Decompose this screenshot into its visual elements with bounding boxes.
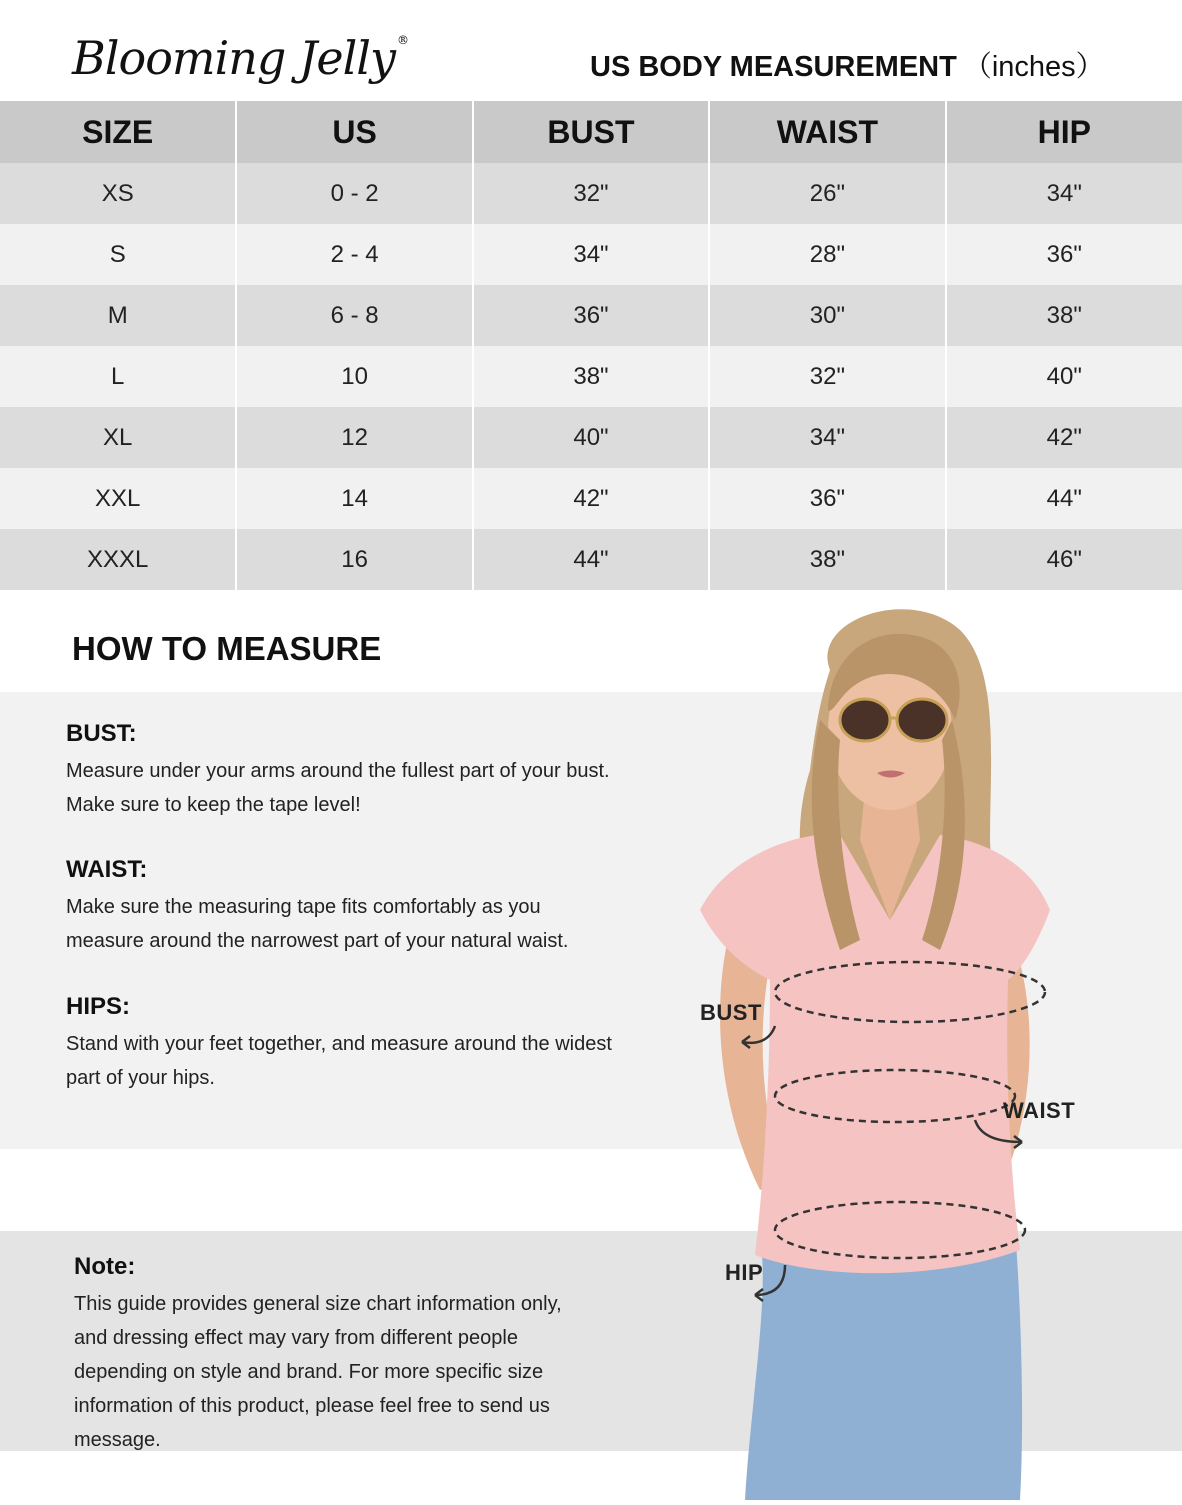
waist-text-line: measure around the narrowest part of your natural waist. (66, 930, 569, 952)
cell-bust: 32" (473, 163, 709, 224)
hips-text-line: part of your hips. (66, 1067, 215, 1089)
cell-size: S (0, 224, 236, 285)
note-text-line: and dressing effect may vary from different people (74, 1327, 518, 1349)
cell-size: L (0, 346, 236, 407)
cell-hip: 34" (946, 163, 1182, 224)
note-text-line: message. (74, 1429, 161, 1451)
note-block (74, 1253, 634, 1457)
table-row (0, 163, 1182, 224)
chart-title: US BODY MEASUREMENT （inches） (590, 51, 1105, 83)
table-row (0, 468, 1182, 529)
waist-instruction (66, 856, 686, 958)
header-us: US (236, 101, 472, 163)
figure-label-hip: HIP (725, 1260, 764, 1285)
cell-us: 12 (236, 407, 472, 468)
hips-text-line: Stand with your feet together, and measure around the widest (66, 1033, 612, 1055)
hips-instruction (66, 993, 686, 1095)
cell-waist: 38" (709, 529, 945, 590)
bust-text-line: Measure under your arms around the fullest part of your bust. (66, 760, 610, 782)
cell-us: 14 (236, 468, 472, 529)
cell-bust: 34" (473, 224, 709, 285)
cell-bust: 44" (473, 529, 709, 590)
cell-waist: 36" (709, 468, 945, 529)
cell-us: 6 - 8 (236, 285, 472, 346)
how-to-measure-title: HOW TO MEASURE (72, 630, 382, 667)
cell-us: 16 (236, 529, 472, 590)
cell-hip: 42" (946, 407, 1182, 468)
header-waist: WAIST (709, 101, 945, 163)
cell-bust: 36" (473, 285, 709, 346)
model-figure (690, 590, 1182, 1500)
size-table (0, 101, 1182, 590)
bust-instruction (66, 720, 686, 822)
header-hip: HIP (946, 101, 1182, 163)
cell-size: XXL (0, 468, 236, 529)
note-text-line: information of this product, please feel free to send us (74, 1395, 550, 1417)
cell-bust: 40" (473, 407, 709, 468)
cell-size: M (0, 285, 236, 346)
cell-bust: 38" (473, 346, 709, 407)
cell-hip: 38" (946, 285, 1182, 346)
cell-us: 10 (236, 346, 472, 407)
note-text-line: This guide provides general size chart information only, (74, 1293, 562, 1315)
cell-us: 0 - 2 (236, 163, 472, 224)
cell-waist: 32" (709, 346, 945, 407)
bust-heading: BUST: (66, 720, 137, 747)
cell-size: XS (0, 163, 236, 224)
table-header-row (0, 101, 1182, 163)
table-row (0, 529, 1182, 590)
cell-hip: 44" (946, 468, 1182, 529)
unit-label: （inches） (962, 51, 1105, 83)
note-heading: Note: (74, 1253, 136, 1280)
header-bust: BUST (473, 101, 709, 163)
cell-waist: 28" (709, 224, 945, 285)
cell-us: 2 - 4 (236, 224, 472, 285)
hips-heading: HIPS: (66, 993, 131, 1020)
cell-size: XXXL (0, 529, 236, 590)
model-illustration (690, 590, 1182, 1500)
table-row (0, 407, 1182, 468)
table-row (0, 224, 1182, 285)
brand-logo: Blooming Jelly ® (72, 31, 409, 85)
table-row (0, 346, 1182, 407)
cell-waist: 26" (709, 163, 945, 224)
cell-bust: 42" (473, 468, 709, 529)
cell-waist: 30" (709, 285, 945, 346)
waist-text-line: Make sure the measuring tape fits comfortably as you (66, 896, 541, 918)
cell-waist: 34" (709, 407, 945, 468)
header-size: SIZE (0, 101, 236, 163)
cell-hip: 46" (946, 529, 1182, 590)
bust-text-line: Make sure to keep the tape level! (66, 794, 361, 816)
cell-hip: 40" (946, 346, 1182, 407)
figure-label-bust: BUST (700, 1000, 762, 1025)
cell-size: XL (0, 407, 236, 468)
cell-hip: 36" (946, 224, 1182, 285)
waist-heading: WAIST: (66, 856, 148, 883)
figure-label-waist: WAIST (1003, 1098, 1076, 1123)
note-text-line: depending on style and brand. For more specific size (74, 1361, 544, 1383)
table-row (0, 285, 1182, 346)
